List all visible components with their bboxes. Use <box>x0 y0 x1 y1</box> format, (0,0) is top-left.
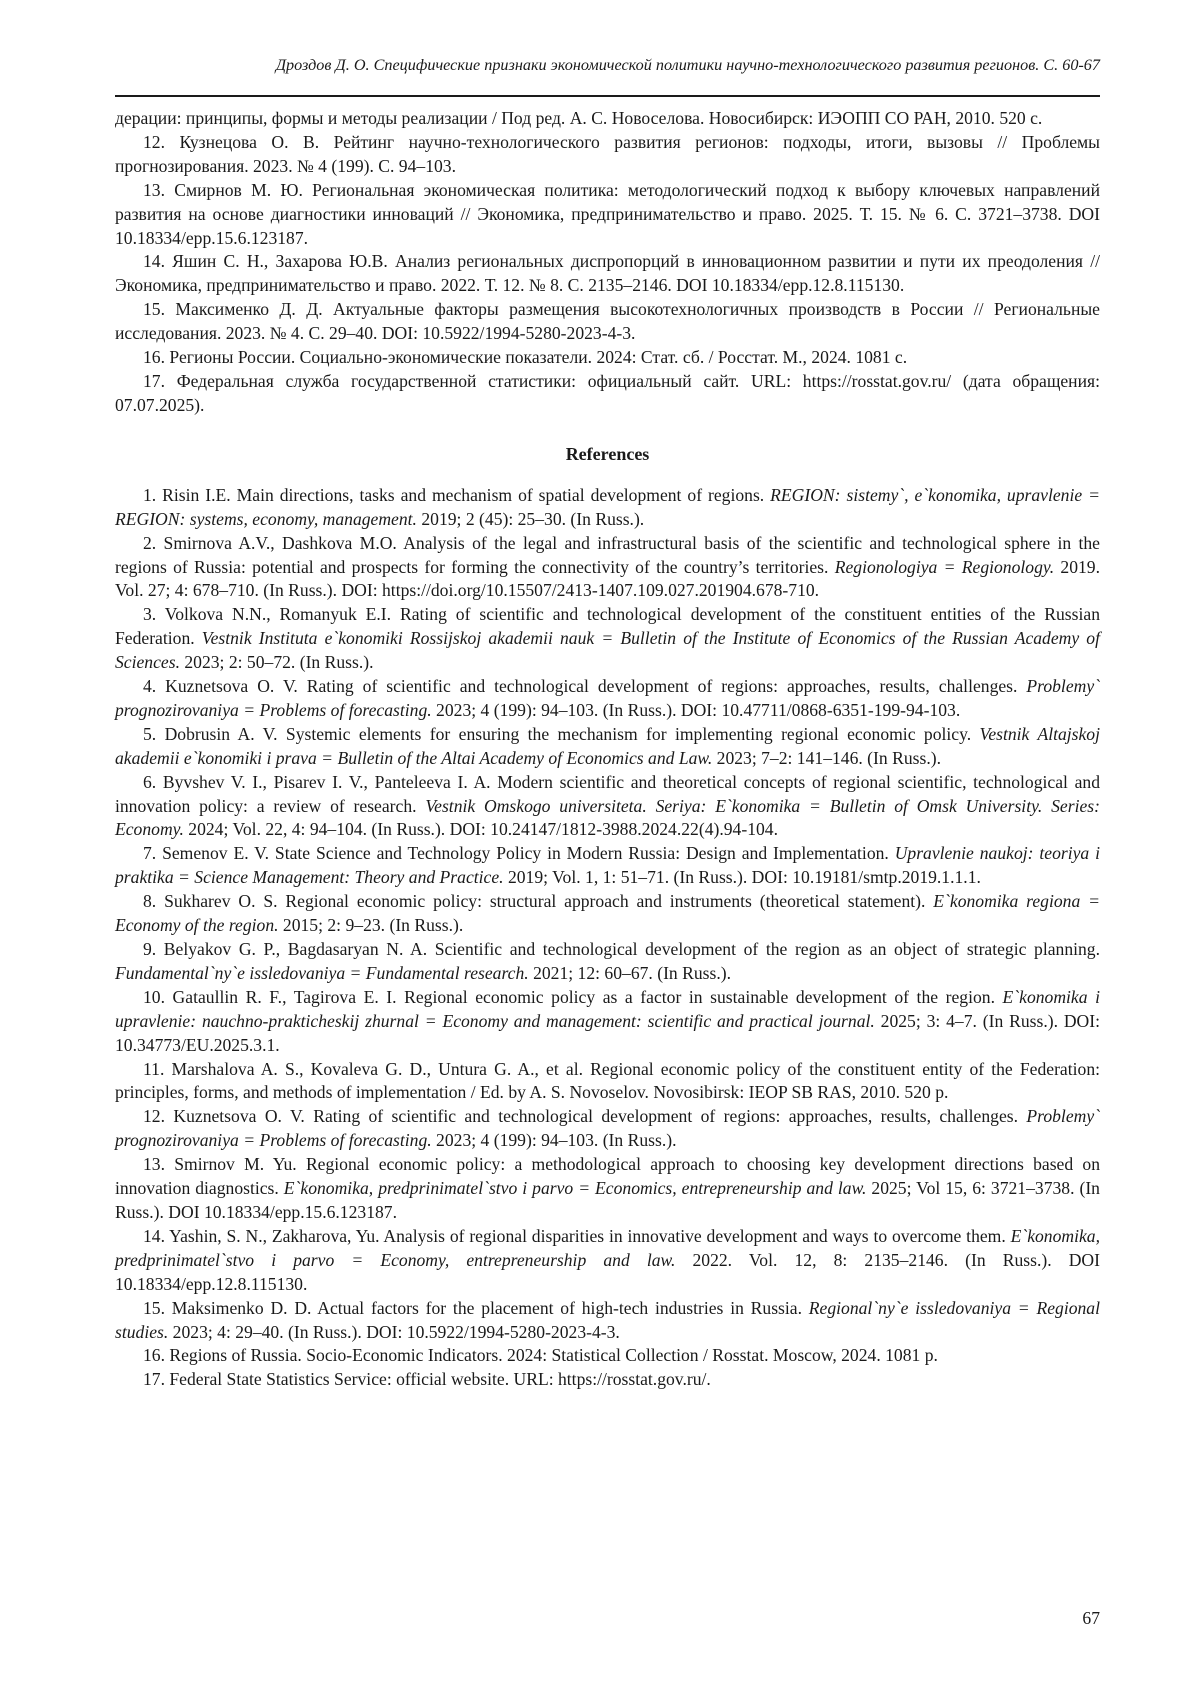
en-reference-item <box>115 986 1100 1058</box>
en-reference-item <box>115 1058 1100 1106</box>
ru-reference-item: 17. Федеральная служба государственной статистики: официальный сайт. URL: https://rosstat.gov.ru/ (дата обращения: 07.07.2025). <box>115 370 1100 415</box>
reference-details: 2023; 4 (199): 94–103. (In Russ.). DOI: 10.47711/0868-6351-199-94-103. <box>431 699 961 720</box>
reference-details: 2024; Vol. 22, 4: 94–104. (In Russ.). DOI: 10.24147/1812-3988.2024.22(4).94-104. <box>183 819 778 840</box>
reference-text: 7. Semenov E. V. State Science and Technology Policy in Modern Russia: Design and Implementation. <box>143 843 895 864</box>
reference-details: 2023; 2: 50–72. (In Russ.). <box>179 652 374 673</box>
journal-title: Vestnik Instituta e`konomiki Rossijskoj akademii nauk = Bulletin of the Institute of Economics of the Russian Academy of Sciences. <box>115 628 1100 673</box>
en-reference-item <box>115 723 1100 771</box>
en-reference-item <box>115 938 1100 986</box>
journal-title: Problemy` prognozirovaniya = Problems of forecasting. <box>115 676 1100 720</box>
journal-title: Regionologiya = Regionology. <box>834 556 1055 577</box>
references-heading: References <box>565 443 650 464</box>
en-reference-item <box>115 890 1100 938</box>
en-reference-item <box>115 1368 1100 1392</box>
en-reference-item <box>115 484 1100 532</box>
en-reference-item <box>115 771 1100 843</box>
reference-details: 2022. Vol. 12, 8: 2135–2146. (In Russ.). DOI 10.18334/epp.12.8.115130. <box>115 1249 1100 1294</box>
reference-text: 16. Regions of Russia. Socio-Economic Indicators. 2024: Statistical Collection / Rosstat. Moscow, 2024. 1081 p. <box>143 1345 938 1366</box>
journal-title: Problemy` prognozirovaniya = Problems of forecasting. <box>115 1106 1100 1151</box>
journal-title: REGION: sistemy`, e`konomika, upravlenie = REGION: systems, economy, management. <box>115 484 1100 529</box>
ru-reference-item: 13. Смирнов М. Ю. Региональная экономическая политика: методологический подход к выбору ключевых направлений развития на основе диагностики инноваций // Экономика, предпринимательство и право. 2025. Т. 15. № 6. С. 3721–3738. DOI 10.18334/epp.15.6.123187. <box>115 179 1100 248</box>
reference-details: 2015; 2: 9–23. (In Russ.). <box>278 915 464 936</box>
reference-text: 10. Gataullin R. F., Tagirova E. I. Regional economic policy as a factor in sustainable development of the region. <box>143 986 1003 1007</box>
reference-text: 14. Yashin, S. N., Zakharova, Yu. Analysis of regional disparities in innovative development and ways to overcome them. <box>143 1225 1011 1246</box>
reference-details: 2021; 12: 60–67. (In Russ.). <box>528 962 731 983</box>
reference-details: 2019. Vol. 27; 4: 678–710. (In Russ.). DOI: https://doi.org/10.15507/2413-1407.109.027.201904.678-710. <box>115 556 1100 601</box>
reference-text: 8. Sukharev O. S. Regional economic policy: structural approach and instruments (theoretical statement). <box>143 891 934 912</box>
journal-title: Regional`ny`e issledovaniya = Regional studies. <box>115 1297 1100 1342</box>
reference-text: 9. Belyakov G. P., Bagdasaryan N. A. Scientific and technological development of the region as an object of strategic planning. <box>143 939 1100 959</box>
reference-text: 2. Smirnova A.V., Dashkova M.O. Analysis of the legal and infrastructural basis of the scientific and technological sphere in the regions of Russia: potential and prospects for forming the connectivity of the country’s territories. <box>115 532 1100 577</box>
russian-reference-list <box>115 107 1100 418</box>
reference-text: 6. Byvshev V. I., Pisarev I. V., Panteleeva I. A. Modern scientific and theoretical concepts of regional scientific, technological and innovation policy: a review of research. <box>115 771 1100 816</box>
en-reference-item <box>115 1344 1100 1368</box>
journal-title: E`konomika regiona = Economy of the region. <box>115 891 1100 936</box>
en-reference-item <box>115 603 1100 675</box>
page-body <box>115 107 1100 1392</box>
reference-details: 2019; 2 (45): 25–30. (In Russ.). <box>416 508 645 529</box>
journal-title: E`konomika i upravlenie: nauchno-prakticheskij zhurnal = Economy and management: scientific and practical journal. <box>115 986 1100 1031</box>
journal-title: Vestnik Altajskoj akademii e`konomiki i prava = Bulletin of the Altai Academy of Economics and Law. <box>115 723 1100 768</box>
running-head: Дроздов Д. О. Специфические признаки экономической политики научно-технологического развития регионов. С. 60-67 <box>275 56 1100 74</box>
reference-text: 5. Dobrusin A. V. Systemic elements for ensuring the mechanism for implementing regional economic policy. <box>143 723 980 744</box>
reference-text: 1. Risin I.E. Main directions, tasks and mechanism of spatial development of regions. <box>143 484 771 505</box>
en-reference-item <box>115 1297 1100 1345</box>
reference-details: 2025; Vol 15, 6: 3721–3738. (In Russ.). DOI 10.18334/epp.15.6.123187. <box>115 1178 1100 1222</box>
reference-text: 3. Volkova N.N., Romanyuk E.I. Rating of scientific and technological development of the constituent entities of the Russian Federation. <box>115 604 1100 649</box>
ru-reference-item: дерации: принципы, формы и методы реализации / Под ред. А. С. Новоселова. Новосибирск: ИЭОПП СО РАН, 2010. 520 с. <box>115 108 1043 128</box>
reference-details: 2023; 4: 29–40. (In Russ.). DOI: 10.5922/1994-5280-2023-4-3. <box>168 1321 620 1342</box>
en-reference-item <box>115 1105 1100 1153</box>
en-reference-item <box>115 1153 1100 1225</box>
ru-reference-item: 14. Яшин С. Н., Захарова Ю.В. Анализ региональных диспропорций в инновационном развитии и пути их преодоления // Экономика, предпринимательство и право. 2022. Т. 12. № 8. С. 2135–2146. DOI 10.18334/epp.12.8.115130. <box>115 251 1100 296</box>
en-reference-item <box>115 842 1100 890</box>
ru-reference-item: 12. Кузнецова О. В. Рейтинг научно-технологического развития регионов: подходы, итоги, вызовы // Проблемы прогнозирования. 2023. № 4 (199). С. 94–103. <box>115 131 1100 176</box>
journal-title: Upravlenie naukoj: teoriya i praktika = Science Management: Theory and Practice. <box>115 843 1100 888</box>
ru-reference-item: 16. Регионы России. Социально-экономические показатели. 2024: Стат. сб. / Росстат. М., 2024. 1081 с. <box>143 347 908 368</box>
reference-details: 2023; 7–2: 141–146. (In Russ.). <box>712 747 941 768</box>
reference-details: 2023; 4 (199): 94–103. (In Russ.). <box>431 1130 677 1151</box>
en-reference-item <box>115 675 1100 723</box>
journal-title: Fundamental`ny`e issledovaniya = Fundamental research. <box>115 962 529 983</box>
reference-text: 11. Marshalova A. S., Kovaleva G. D., Untura G. A., et al. Regional economic policy of the constituent entity of the Federation: principles, forms, and methods of implementation / Ed. by A. S. Novoselov. Novosibirsk: IEOP SB RAS, 2010. 520 p. <box>115 1058 1100 1103</box>
reference-details: 2025; 3: 4–7. (In Russ.). DOI: 10.34773/EU.2025.3.1. <box>115 1010 1100 1055</box>
reference-text: 17. Federal State Statistics Service: official website. URL: https://rosstat.gov.ru/. <box>143 1369 711 1390</box>
en-reference-item <box>115 532 1100 604</box>
reference-text: 4. Kuznetsova O. V. Rating of scientific and technological development of regions: approaches, results, challenges. <box>143 676 1027 697</box>
english-reference-list <box>115 484 1100 1392</box>
journal-title: E`konomika, predprinimatel`stvo i parvo = Economy, entrepreneurship and law. <box>115 1225 1100 1270</box>
en-reference-item <box>115 1225 1100 1297</box>
header-divider <box>115 95 1100 97</box>
journal-title: Vestnik Omskogo universiteta. Seriya: E`konomika = Bulletin of Omsk University. Series: Economy. <box>115 795 1100 840</box>
page-number: 67 <box>1082 1608 1100 1628</box>
reference-text: 12. Kuznetsova O. V. Rating of scientific and technological development of regions: approaches, results, challenges. <box>143 1106 1027 1127</box>
reference-details: 2019; Vol. 1, 1: 51–71. (In Russ.). DOI: 10.19181/smtp.2019.1.1.1. <box>503 867 981 888</box>
ru-reference-item: 15. Максименко Д. Д. Актуальные факторы размещения высокотехнологичных производств в России // Региональные исследования. 2023. № 4. С. 29–40. DOI: 10.5922/1994-5280-2023-4-3. <box>115 299 1100 344</box>
journal-title: E`konomika, predprinimatel`stvo i parvo = Economics, entrepreneurship and law. <box>283 1178 867 1199</box>
reference-text: 15. Maksimenko D. D. Actual factors for the placement of high-tech industries in Russia. <box>143 1297 809 1318</box>
reference-text: 13. Smirnov M. Yu. Regional economic policy: a methodological approach to choosing key development directions based on innovation diagnostics. <box>115 1154 1100 1199</box>
